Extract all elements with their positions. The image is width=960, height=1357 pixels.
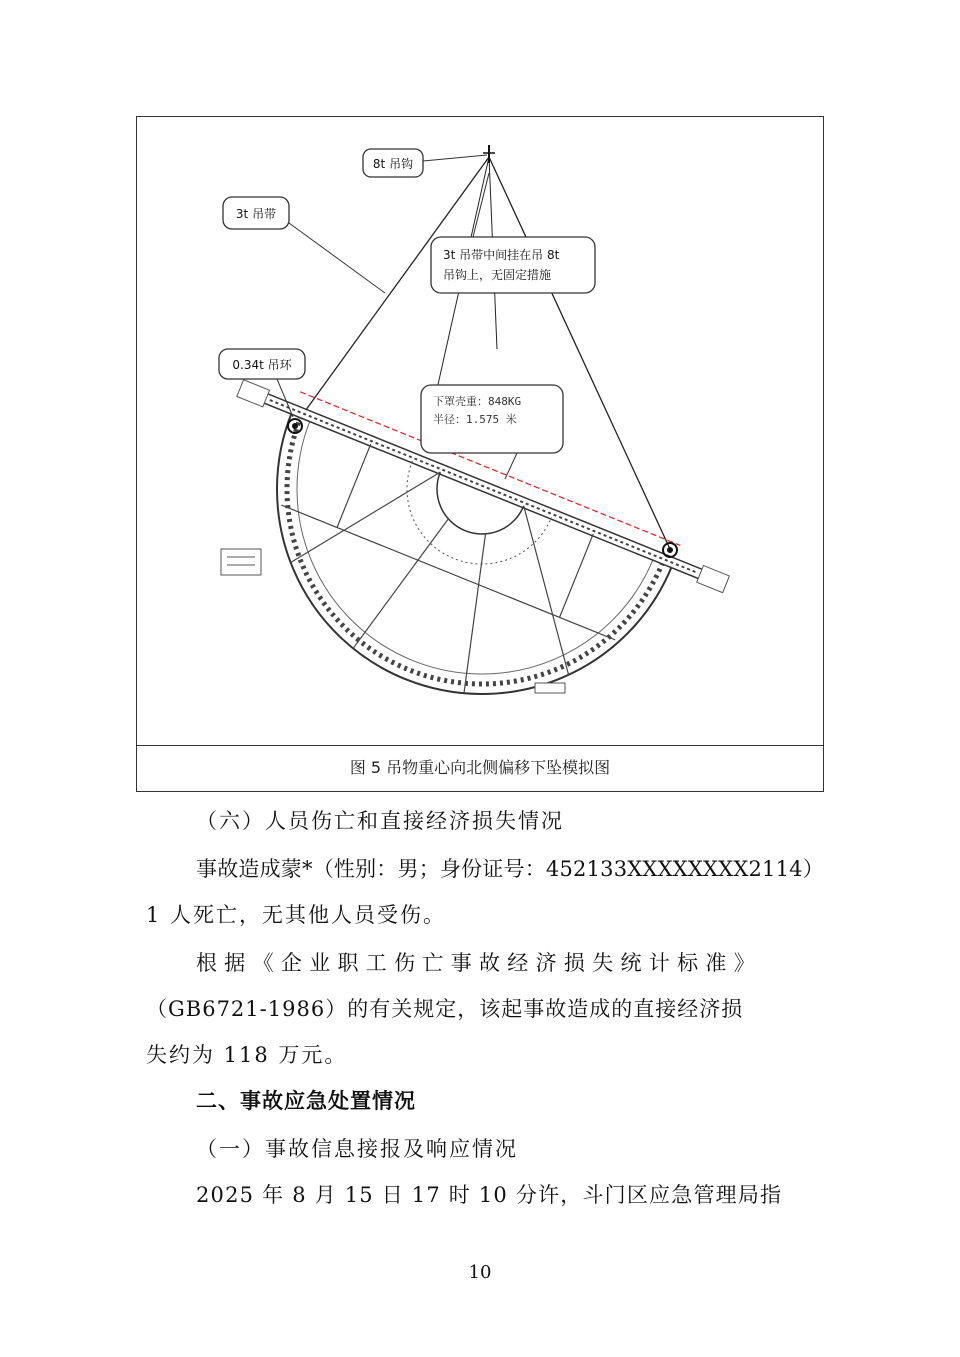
label-sling-note-2: 吊钩上，无固定措施 xyxy=(443,268,552,282)
hook-icon xyxy=(483,145,495,163)
page-number: 10 xyxy=(468,1262,492,1283)
label-weight-2: 半径：1.575 米 xyxy=(433,413,517,426)
label-shackle: 0.34t 吊环 xyxy=(232,358,292,372)
paragraph-2-line-1: 根据《企业职工伤亡事故经济损失统计标准》 xyxy=(196,951,762,975)
paragraph-2-line-3: 失约为 118 万元。 xyxy=(146,1043,348,1067)
paragraph-1-line-2: 1 人死亡，无其他人员受伤。 xyxy=(146,903,447,927)
sling-line-right xyxy=(489,157,670,549)
side-tag-left xyxy=(221,549,261,575)
paragraph-3-line-1: 2025 年 8 月 15 日 17 时 10 分许，斗门区应急管理局指 xyxy=(196,1183,783,1207)
figure-divider xyxy=(137,745,823,746)
shackle-right-icon xyxy=(663,543,677,557)
lifting-diagram xyxy=(137,117,823,743)
label-sling: 3t 吊带 xyxy=(235,207,277,221)
paragraph-1-line-1: 事故造成蒙*（性别：男；身份证号：452133XXXXXXXX2114） xyxy=(196,857,824,881)
figure-caption: 图 5 吊物重心向北侧偏移下坠模拟图 xyxy=(349,758,611,777)
label-weight-1: 下罩壳重：848KG xyxy=(433,395,522,408)
label-sling-note-1: 3t 吊带中间挂在吊 8t xyxy=(443,248,560,262)
chapter-2-heading: 二、事故应急处置情况 xyxy=(196,1089,416,1113)
figure-frame xyxy=(136,116,824,792)
section-6-heading: （六）人员伤亡和直接经济损失情况 xyxy=(196,809,564,833)
label-hook: 8t 吊钩 xyxy=(372,157,414,171)
paragraph-2-line-2: （GB6721-1986）的有关规定，该起事故造成的直接经济损 xyxy=(146,997,744,1021)
section-1-heading: （一）事故信息接报及响应情况 xyxy=(196,1137,518,1161)
side-tag-bottom xyxy=(535,683,565,693)
